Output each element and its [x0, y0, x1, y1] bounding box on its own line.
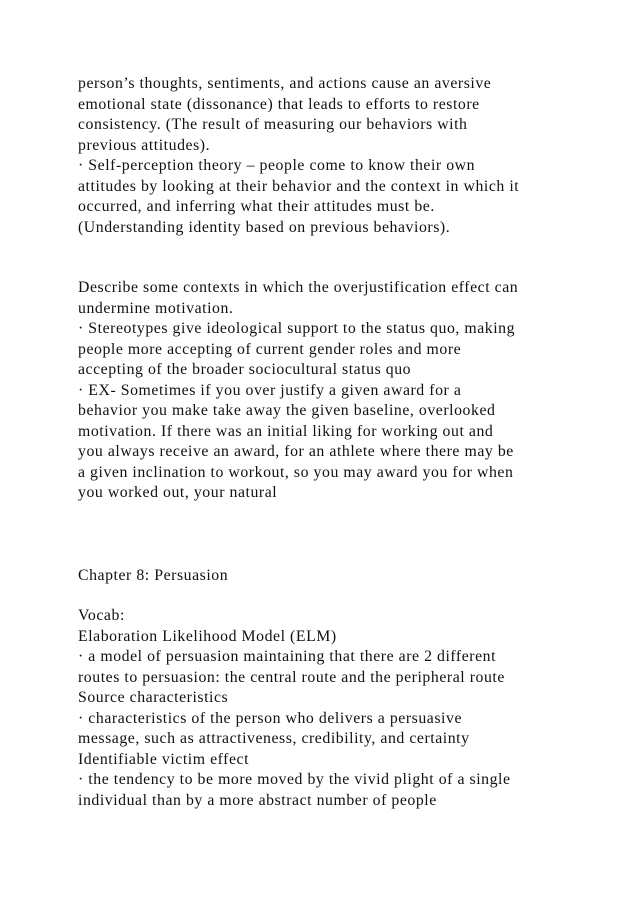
text-line: (Understanding identity based on previous behaviors). — [78, 218, 451, 236]
text-line: undermine motivation. — [78, 299, 234, 317]
chapter-heading: Chapter 8: Persuasion — [78, 566, 229, 584]
paragraph-persuasion-vocab — [78, 606, 578, 811]
text-line: individual than by a more abstract number of people — [78, 791, 437, 809]
paragraph-dissonance-self-perception — [78, 74, 578, 238]
text-line: people more accepting of current gender roles and more — [78, 340, 462, 358]
text-line: · characteristics of the person who delivers a persuasive — [78, 709, 463, 727]
text-line: · EX- Sometimes if you over justify a given award for a — [78, 381, 462, 399]
text-line: motivation. If there was an initial liking for working out and — [78, 422, 494, 440]
text-line: · Stereotypes give ideological support to the status quo, making — [78, 320, 516, 337]
text-line: behavior you make take away the given baseline, overlooked — [78, 402, 496, 419]
text-line: previous attitudes). — [78, 136, 211, 154]
text-line: emotional state (dissonance) that leads to efforts to restore — [78, 95, 480, 113]
spacer — [78, 504, 578, 566]
text-line: Elaboration Likelihood Model (ELM) — [78, 627, 337, 645]
text-line: you worked out, your natural — [78, 484, 278, 501]
spacer — [78, 586, 578, 606]
text-line: · a model of persuasion maintaining that there are 2 different — [78, 648, 497, 665]
text-line: consistency. (The result of measuring our behaviors with — [78, 116, 468, 133]
text-line: Identifiable victim effect — [78, 750, 250, 768]
text-line: a given inclination to workout, so you may award you for when — [78, 463, 514, 481]
text-line: you always receive an award, for an athlete where there may be — [78, 443, 514, 460]
text-line: accepting of the broader sociocultural status quo — [78, 361, 412, 378]
text-line: Source characteristics — [78, 689, 229, 706]
text-line: Vocab: — [78, 607, 125, 624]
paragraph-overjustification — [78, 278, 578, 504]
text-line: person’s thoughts, sentiments, and actions cause an aversive — [78, 75, 492, 92]
text-line: · Self-perception theory – people come to know their own — [78, 157, 476, 174]
text-line: occurred, and inferring what their attitudes must be. — [78, 198, 435, 215]
text-line: attitudes by looking at their behavior and the context in which it — [78, 177, 520, 195]
text-line: Describe some contexts in which the overjustification effect can — [78, 279, 519, 296]
spacer — [78, 238, 578, 278]
text-line: · the tendency to be more moved by the vivid plight of a single — [78, 771, 511, 788]
text-line: routes to persuasion: the central route and the peripheral route — [78, 668, 505, 686]
text-line: message, such as attractiveness, credibility, and certainty — [78, 730, 470, 747]
document-text — [78, 74, 578, 811]
